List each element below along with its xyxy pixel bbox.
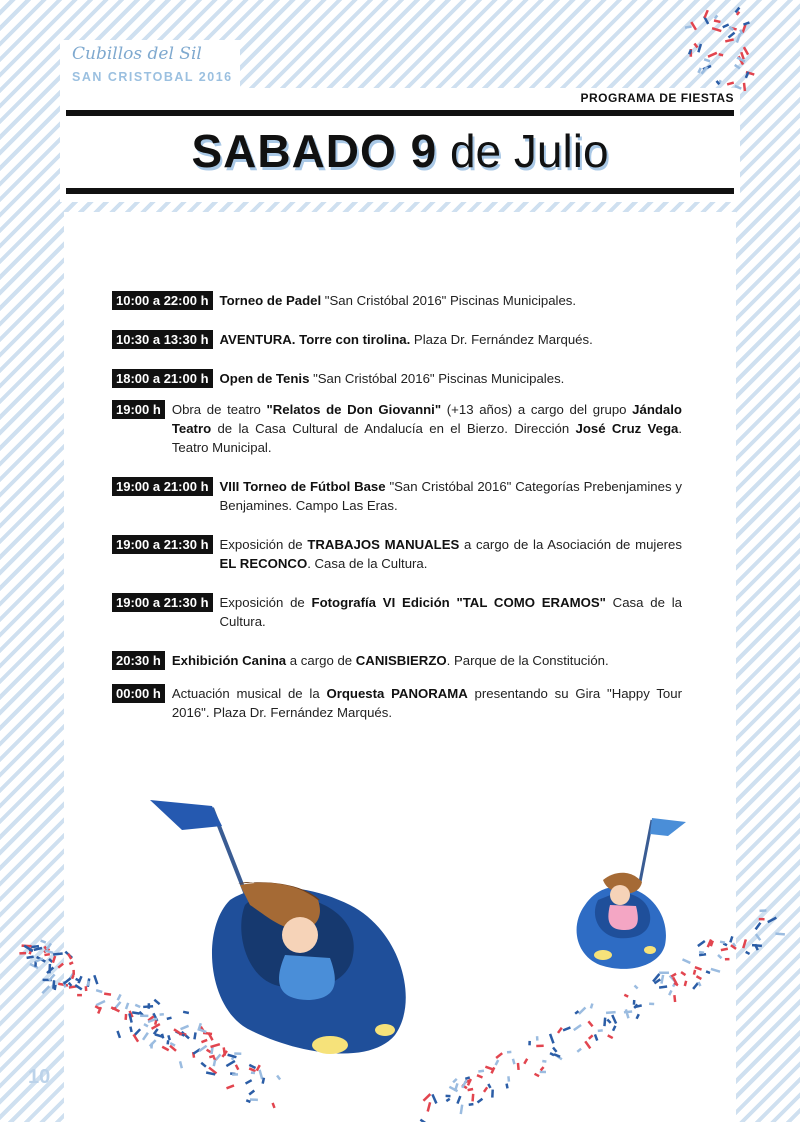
- confetti-piece: [77, 994, 82, 997]
- confetti-piece: [271, 1102, 275, 1108]
- confetti-piece: [759, 909, 766, 912]
- confetti-piece: [143, 1023, 148, 1027]
- confetti-piece: [179, 1061, 183, 1068]
- event-text: Exposición de: [219, 537, 308, 552]
- confetti-piece: [728, 32, 736, 39]
- confetti-piece: [512, 1059, 516, 1065]
- confetti-piece: [116, 1031, 121, 1039]
- confetti-piece: [712, 27, 722, 32]
- confetti-piece: [431, 1094, 437, 1104]
- event-time-badge: 19:00 h: [112, 400, 165, 419]
- confetti-piece: [143, 1005, 153, 1008]
- confetti-piece: [57, 963, 64, 969]
- confetti-piece: [574, 1010, 579, 1015]
- confetti-piece: [720, 940, 725, 943]
- confetti-piece: [668, 990, 673, 996]
- confetti-piece: [725, 38, 734, 42]
- confetti-piece: [85, 986, 88, 991]
- program-label: PROGRAMA DE FIESTAS: [580, 91, 734, 105]
- confetti-piece: [154, 999, 161, 1005]
- confetti-piece: [248, 1090, 255, 1096]
- confetti-piece: [226, 1060, 236, 1067]
- confetti-piece: [693, 970, 697, 975]
- confetti-piece: [193, 1032, 197, 1039]
- confetti-piece: [159, 1013, 164, 1016]
- confetti-piece: [460, 1105, 464, 1115]
- confetti-piece: [742, 939, 747, 948]
- confetti-piece: [697, 44, 702, 53]
- confetti-piece: [549, 1034, 555, 1044]
- confetti-piece: [19, 952, 26, 955]
- confetti-piece: [717, 954, 722, 959]
- big-bumper-car-icon: [150, 800, 406, 1054]
- confetti-piece: [660, 975, 664, 984]
- confetti-piece: [775, 932, 785, 935]
- confetti-piece: [659, 971, 669, 974]
- confetti-piece: [72, 970, 75, 975]
- event-highlight: Orquesta PANORAMA: [326, 686, 468, 701]
- event-highlight: VIII Torneo de Fútbol Base: [219, 479, 386, 494]
- confetti-piece: [471, 1094, 474, 1102]
- confetti-piece: [573, 1024, 582, 1031]
- confetti-piece: [215, 1054, 221, 1061]
- confetti-piece: [682, 958, 691, 964]
- confetti-piece: [625, 1009, 630, 1019]
- confetti-piece: [48, 974, 55, 982]
- confetti-piece: [456, 1096, 461, 1104]
- confetti-piece: [699, 951, 704, 954]
- confetti-piece: [142, 1032, 149, 1040]
- confetti-piece: [41, 985, 50, 994]
- confetti-piece: [704, 58, 711, 62]
- confetti-piece: [588, 1034, 594, 1039]
- event-text: "San Cristóbal 2016" Categorías Prebenjamines y Benjamines. Campo Las Eras.: [219, 479, 682, 513]
- confetti-piece: [276, 1075, 281, 1081]
- confetti-piece: [44, 953, 50, 956]
- event-text: Actuación musical de la: [171, 686, 327, 701]
- confetti-piece: [467, 1088, 473, 1092]
- confetti-piece: [69, 961, 74, 965]
- confetti-piece: [117, 994, 122, 1001]
- confetti-piece: [577, 1048, 582, 1053]
- confetti-piece: [517, 1063, 520, 1070]
- confetti-piece: [250, 1098, 258, 1101]
- brand-script-logo: Cubillos del Sil: [72, 44, 202, 64]
- confetti-piece: [166, 1040, 169, 1044]
- confetti-piece: [29, 963, 38, 969]
- confetti-piece: [495, 1060, 500, 1066]
- confetti-piece: [132, 1011, 140, 1015]
- event-text: a cargo de la Asociación de mujeres: [459, 537, 682, 552]
- confetti-piece: [183, 1011, 189, 1015]
- confetti-piece: [213, 1059, 217, 1066]
- confetti-piece: [540, 1071, 546, 1074]
- event-text: presentando su Gira "Happy Tour 2016". Plaza Dr. Fernández Marqués.: [171, 686, 682, 720]
- confetti-piece: [155, 1033, 163, 1038]
- confetti-piece: [477, 1074, 483, 1079]
- event-time-badge: 00:00 h: [112, 684, 165, 703]
- confetti-piece: [542, 1060, 546, 1063]
- event-time-badge: 19:00 a 21:30 h: [112, 593, 213, 612]
- confetti-piece: [578, 1007, 586, 1015]
- confetti-piece: [635, 1014, 639, 1020]
- confetti-piece: [606, 1019, 611, 1024]
- confetti-piece: [557, 1027, 563, 1034]
- event-highlight: "Relatos de Don Giovanni": [266, 402, 442, 417]
- confetti-piece: [536, 1045, 543, 1048]
- confetti-piece: [552, 1047, 557, 1053]
- confetti-piece: [507, 1051, 512, 1054]
- confetti-piece: [727, 81, 734, 85]
- confetti-piece: [584, 1041, 591, 1050]
- confetti-piece: [685, 25, 692, 29]
- event-text: . Parque de la Constitución.: [446, 653, 609, 668]
- event-highlight: Exhibición Canina: [171, 653, 287, 668]
- event-text: . Teatro Municipal.: [171, 421, 683, 455]
- confetti-piece: [180, 1025, 189, 1031]
- confetti-piece: [649, 1002, 654, 1005]
- confetti-piece: [743, 83, 746, 91]
- confetti-piece: [427, 1102, 432, 1112]
- event-highlight: Open de Tenis: [219, 371, 310, 386]
- confetti-piece: [634, 985, 639, 990]
- event-time-badge: 18:00 a 21:00 h: [112, 369, 213, 388]
- page-number: 10: [28, 1066, 51, 1088]
- confetti-piece: [673, 995, 676, 1002]
- confetti-piece: [124, 1014, 127, 1020]
- confetti-piece: [487, 1083, 491, 1088]
- event-time-badge: 20:30 h: [112, 651, 165, 670]
- confetti-piece: [446, 1098, 451, 1102]
- event-text: . Casa de la Cultura.: [307, 556, 428, 571]
- event-highlight: AVENTURA. Torre con tirolina.: [219, 332, 411, 347]
- confetti-piece: [199, 1045, 208, 1052]
- confetti-piece: [534, 1073, 540, 1078]
- confetti-piece: [624, 994, 629, 998]
- confetti-piece: [469, 1103, 474, 1106]
- confetti-piece: [612, 1025, 617, 1031]
- confetti-piece: [232, 1073, 238, 1076]
- confetti-piece: [53, 952, 63, 955]
- confetti-piece: [696, 975, 702, 980]
- confetti-piece: [743, 46, 749, 55]
- confetti-piece: [446, 1095, 451, 1098]
- confetti-piece: [235, 1064, 240, 1070]
- confetti-piece: [680, 971, 686, 976]
- confetti-piece: [167, 1035, 171, 1041]
- confetti-piece: [96, 1000, 106, 1006]
- confetti-piece: [767, 917, 777, 924]
- confetti-piece: [734, 64, 741, 70]
- confetti-piece: [26, 955, 34, 959]
- event-highlight: José Cruz Vega: [575, 421, 679, 436]
- confetti-piece: [694, 966, 701, 971]
- confetti-piece: [452, 1078, 457, 1083]
- confetti-piece: [528, 1041, 531, 1045]
- title-day: SABADO 9: [191, 125, 438, 177]
- event-highlight: Jándalo Teatro: [171, 402, 682, 436]
- confetti-piece: [755, 922, 762, 930]
- confetti-piece: [603, 1018, 606, 1027]
- event-highlight: TRABAJOS MANUALES: [307, 537, 460, 552]
- confetti-piece: [251, 1071, 255, 1074]
- confetti-piece: [125, 1002, 130, 1009]
- confetti-piece: [495, 1052, 503, 1059]
- event-time-badge: 19:00 a 21:00 h: [112, 477, 213, 496]
- confetti-piece: [711, 968, 721, 973]
- confetti-piece: [245, 1079, 252, 1085]
- event-highlight: CANISBIERZO: [355, 653, 447, 668]
- confetti-piece: [234, 1052, 241, 1055]
- confetti-piece: [633, 1000, 636, 1005]
- confetti-piece: [563, 1026, 571, 1031]
- confetti-piece: [210, 1043, 220, 1048]
- confetti-piece: [478, 1070, 484, 1073]
- event-text: Exposición de: [219, 595, 312, 610]
- confetti-piece: [549, 1052, 554, 1056]
- confetti-piece: [607, 1034, 613, 1039]
- confetti-piece: [718, 53, 723, 56]
- confetti-layer: [19, 7, 785, 1122]
- confetti-piece: [728, 26, 734, 31]
- confetti-piece: [736, 33, 742, 43]
- confetti-piece: [725, 958, 730, 961]
- confetti-piece: [671, 973, 677, 978]
- confetti-piece: [590, 1003, 594, 1009]
- confetti-piece: [86, 981, 90, 987]
- confetti-piece: [752, 944, 762, 947]
- confetti-piece: [167, 1016, 172, 1020]
- event-text: "San Cristóbal 2016" Piscinas Municipales.: [309, 371, 565, 386]
- confetti-piece: [420, 1119, 427, 1122]
- confetti-piece: [697, 940, 705, 947]
- confetti-piece: [611, 1014, 617, 1024]
- small-bumper-car-icon: [577, 818, 686, 969]
- confetti-piece: [52, 956, 57, 963]
- confetti-piece: [129, 1026, 133, 1032]
- confetti-piece: [759, 918, 765, 921]
- event-text: "San Cristóbal 2016" Piscinas Municipales.: [321, 293, 577, 308]
- event-text: Plaza Dr. Fernández Marqués.: [410, 332, 593, 347]
- confetti-piece: [483, 1087, 488, 1093]
- confetti-piece: [721, 948, 728, 952]
- event-highlight: Fotografía VI Edición "TAL COMO ERAMOS": [311, 595, 606, 610]
- event-text: de la Casa Cultural de Andalucía en el Bierzo. Dirección: [211, 421, 576, 436]
- event-highlight: EL RECONCO: [219, 556, 308, 571]
- confetti-piece: [140, 1015, 148, 1018]
- confetti-piece: [703, 10, 708, 18]
- confetti-piece: [491, 1090, 494, 1098]
- event-time-badge: 10:00 a 22:00 h: [112, 291, 213, 310]
- confetti-piece: [706, 970, 711, 974]
- confetti-piece: [659, 985, 667, 989]
- confetti-piece: [201, 1039, 208, 1044]
- confetti-piece: [135, 1004, 141, 1008]
- confetti-piece: [755, 933, 761, 941]
- event-highlight: Torneo de Padel: [219, 293, 322, 308]
- confetti-piece: [96, 989, 103, 993]
- confetti-piece: [93, 975, 98, 985]
- event-text: Obra de teatro: [171, 402, 267, 417]
- confetti-piece: [48, 964, 51, 974]
- confetti-piece: [714, 15, 718, 20]
- title-month: de Julio: [449, 125, 609, 177]
- confetti-piece: [162, 1046, 170, 1052]
- confetti-piece: [606, 1011, 616, 1014]
- brand-subtitle: SAN CRISTOBAL 2016: [72, 70, 233, 84]
- confetti-piece: [734, 85, 741, 90]
- confetti-piece: [40, 939, 46, 943]
- confetti-piece: [507, 1076, 510, 1082]
- confetti-piece: [701, 66, 709, 75]
- confetti-piece: [722, 23, 729, 28]
- confetti-piece: [745, 71, 750, 78]
- event-time-badge: 10:30 a 13:30 h: [112, 330, 213, 349]
- confetti-piece: [684, 981, 688, 987]
- confetti-piece: [598, 1029, 603, 1032]
- confetti-piece: [714, 19, 721, 23]
- confetti-piece: [594, 1034, 599, 1041]
- event-text: a cargo de: [286, 653, 356, 668]
- confetti-piece: [104, 992, 111, 995]
- confetti-piece: [536, 1036, 539, 1041]
- confetti-piece: [693, 43, 698, 49]
- confetti-piece: [226, 1084, 234, 1089]
- confetti-piece: [423, 1093, 432, 1101]
- confetti-piece: [708, 52, 718, 58]
- confetti-piece: [505, 1083, 508, 1088]
- confetti-piece: [729, 936, 733, 943]
- event-text: Casa de la Cultura.: [219, 595, 682, 629]
- confetti-piece: [745, 951, 750, 955]
- confetti-piece: [587, 1021, 593, 1028]
- confetti-piece: [200, 1062, 206, 1068]
- confetti-piece: [540, 1066, 545, 1071]
- event-text: (+13 años) a cargo del grupo: [441, 402, 633, 417]
- confetti-piece: [523, 1058, 528, 1064]
- confetti-piece: [477, 1098, 483, 1104]
- event-time-badge: 19:00 a 21:30 h: [112, 535, 213, 554]
